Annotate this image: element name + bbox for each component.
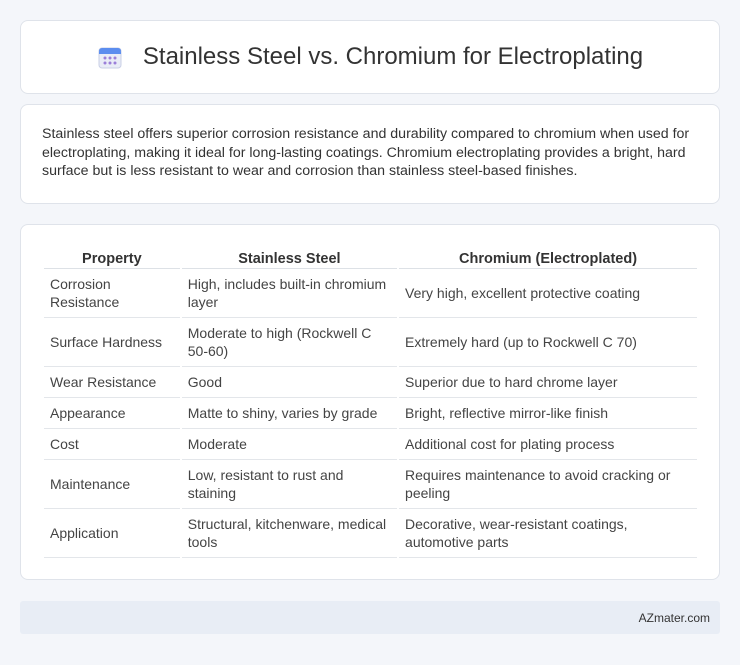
table-cell-property: Application [44, 509, 180, 558]
table-cell-chromium: Superior due to hard chrome layer [399, 367, 697, 398]
table-cell-chromium: Requires maintenance to avoid cracking or peeling [399, 460, 697, 509]
intro-card [20, 104, 720, 204]
comparison-table [42, 246, 699, 558]
table-cell-stainless-steel: Good [182, 367, 397, 398]
comparison-card [20, 224, 720, 580]
table-row [44, 367, 697, 398]
footer-site-link[interactable]: AZmater.com [638, 610, 710, 625]
table-row [44, 429, 697, 460]
table-cell-chromium: Extremely hard (up to Rockwell C 70) [399, 318, 697, 367]
calendar-icon [97, 44, 123, 70]
table-cell-property: Corrosion Resistance [44, 269, 180, 318]
table-cell-chromium: Bright, reflective mirror-like finish [399, 398, 697, 429]
table-cell-stainless-steel: Structural, kitchenware, medical tools [182, 509, 397, 558]
table-cell-stainless-steel: Moderate [182, 429, 397, 460]
column-header-stainless-steel: Stainless Steel [182, 246, 397, 269]
table-header-row [44, 246, 697, 269]
footer [20, 601, 720, 634]
table-row [44, 509, 697, 558]
table-cell-chromium: Very high, excellent protective coating [399, 269, 697, 318]
page-title: Stainless Steel vs. Chromium for Electroplating [142, 43, 644, 70]
table-cell-stainless-steel: Matte to shiny, varies by grade [182, 398, 397, 429]
table-cell-stainless-steel: Moderate to high (Rockwell C 50-60) [182, 318, 397, 367]
table-cell-chromium: Additional cost for plating process [399, 429, 697, 460]
table-cell-stainless-steel: High, includes built-in chromium layer [182, 269, 397, 318]
table-row [44, 460, 697, 509]
table-cell-stainless-steel: Low, resistant to rust and staining [182, 460, 397, 509]
column-header-property: Property [44, 246, 180, 269]
table-row [44, 398, 697, 429]
table-cell-property: Surface Hardness [44, 318, 180, 367]
table-cell-property: Maintenance [44, 460, 180, 509]
table-row [44, 318, 697, 367]
intro-paragraph: Stainless steel offers superior corrosion resistance and durability compared to chromium when used for electroplating, making it ideal for long-lasting coatings. Chromium electroplating provides a bright, hard surface but is less resistant to wear and corrosion than stainless steel-based finishes. [42, 126, 690, 179]
column-header-chromium: Chromium (Electroplated) [399, 246, 697, 269]
table-row [44, 269, 697, 318]
table-cell-chromium: Decorative, wear-resistant coatings, automotive parts [399, 509, 697, 558]
table-cell-property: Cost [44, 429, 180, 460]
table-cell-property: Appearance [44, 398, 180, 429]
table-cell-property: Wear Resistance [44, 367, 180, 398]
title-card [20, 20, 720, 94]
